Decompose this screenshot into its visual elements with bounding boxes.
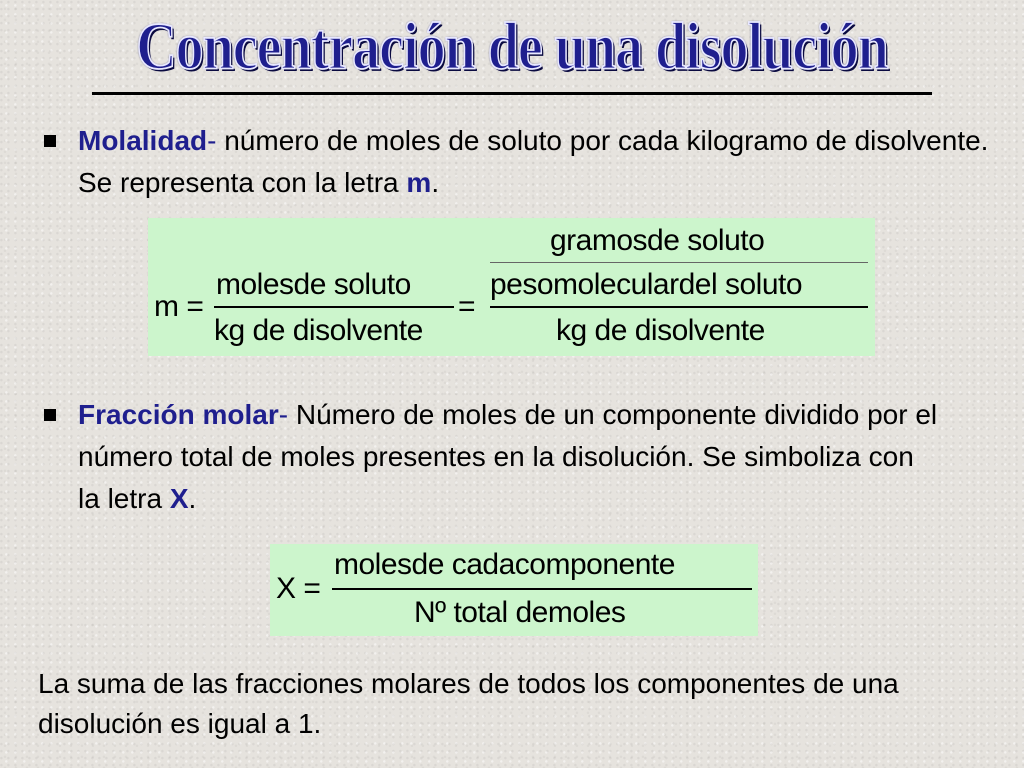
square-bullet-icon: [44, 135, 56, 147]
molalidad-end: .: [431, 167, 440, 198]
formula-m-lhs: m =: [154, 290, 204, 323]
formula-x-lhs: X =: [276, 572, 321, 605]
formula-m-frac1-denominator: kg de disolvente: [214, 314, 423, 347]
formula-m-inner-numerator: gramosde soluto: [550, 224, 765, 257]
fraccion-end: .: [188, 483, 197, 514]
title-underline: [92, 92, 932, 95]
formula-x-denominator: Nº total demoles: [414, 596, 626, 629]
fraccion-definition: [78, 394, 938, 520]
formula-m-frac2-denominator: kg de disolvente: [556, 314, 765, 347]
formula-m-frac1-line: [214, 306, 454, 308]
fraccion-formula: [270, 544, 758, 636]
summary-note: La suma de las fracciones molares de todos los componentes de una disolución es igual a 1.: [38, 668, 899, 739]
molalidad-symbol: m: [406, 167, 432, 198]
formula-m-frac2-line: [490, 306, 868, 308]
formula-m-frac1-numerator: molesde soluto: [216, 268, 411, 301]
molalidad-term: Molalidad: [78, 125, 208, 156]
bullet-fraccion-molar: [40, 394, 1000, 520]
formula-m-inner-line: [490, 262, 868, 263]
formula-m-inner-denominator: pesomoleculardel soluto: [490, 268, 803, 301]
square-bullet-icon: [44, 409, 56, 421]
formula-m-equals: =: [458, 290, 476, 323]
formula-x-line: [332, 588, 752, 590]
formula-x-numerator: molesde cadacomponente: [334, 548, 675, 581]
slide-title: Concentración de una disolución: [136, 9, 888, 85]
fraccion-symbol: X: [169, 483, 189, 514]
molalidad-text: número de moles de soluto por cada kilogramo de disolvente. Se representa con la letra: [78, 125, 989, 198]
fraccion-term: Fracción molar: [78, 399, 279, 430]
molalidad-formula: [148, 218, 875, 356]
bullet-molalidad: [40, 120, 1000, 204]
molalidad-definition: [78, 120, 1000, 204]
fraccion-text: Número de moles de un componente dividido por el número total de moles presentes en la disolución. Se simboliza con la letra: [78, 399, 938, 514]
molalidad-separator: -: [207, 125, 225, 156]
fraccion-separator: -: [278, 399, 296, 430]
